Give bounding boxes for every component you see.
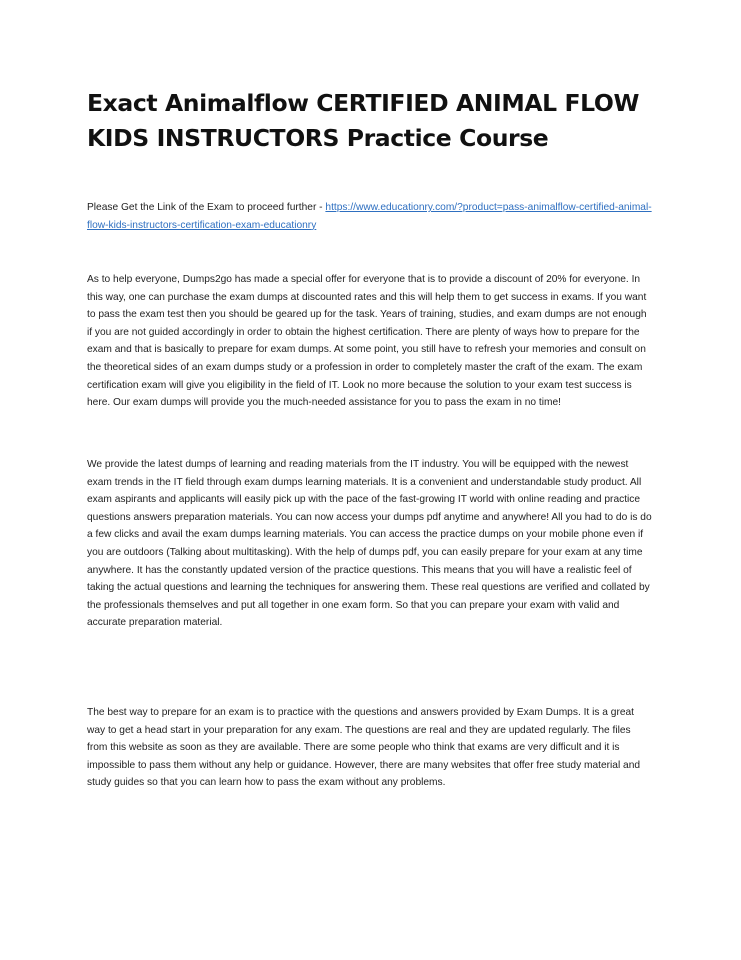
link-intro-text: Please Get the Link of the Exam to proceed further -: [87, 202, 326, 213]
paragraph-discount-offer: As to help everyone, Dumps2go has made a special offer for everyone that is to provide a discount of 20% for everyone. In this way, one can purchase the exam dumps at discounted rates and this will help them to get success in exams. If you want to pass the exam test then you should be geared up for the task. Years of training, studies, and exam dumps are not enough if you are not guided accordingly in order to obtain the highest certification. There are plenty of ways how to prepare for the exam and that is basically to prepare for exam dumps. At some point, you still have to refresh your memories and consult on the theoretical sides of an exam dumps study or a profession in order to completely master the craft of the exam. The exam certification exam will give you eligibility in the field of IT. Look no more because the solution to your exam test success is here. Our exam dumps will provide you the much-needed assistance for you to pass the exam in no time!: [87, 274, 647, 409]
paragraph-best-way: The best way to prepare for an exam is to practice with the questions and answers provided by Exam Dumps. It is a great way to get a head start in your preparation for any exam. The questions are real and they are updated regularly. The files from this website as soon as they are available. There are some people who think that exams are very difficult and it is impossible to pass them without any help or guidance. However, there are many websites that offer free study material and study guides so that you can learn how to pass the exam without any problems.: [87, 707, 641, 789]
exam-link-line: [87, 199, 653, 234]
exam-link[interactable]: https://www.educationry.com/?product=pass-animalflow-certified-animal-flow-kids-instructors-certification-exam-educationry: [87, 202, 652, 231]
paragraph-latest-dumps: We provide the latest dumps of learning and reading materials from the IT industry. You will be equipped with the newest exam trends in the IT field through exam dumps learning materials. It is a convenient and understandable study product. All exam aspirants and applicants will easily pick up with the pace of the fast-growing IT world with online reading and practice questions answers preparation materials. You can now access your dumps pdf anytime and anywhere! All you had to do is do a few clicks and avail the exam dumps learning materials. You can access the practice dumps on your mobile phone even if you are outdoors (Talking about multitasking). With the help of dumps pdf, you can easily prepare for your exam at any time anywhere. It has the constantly updated version of the practice questions. This means that you will have a realistic feel of taking the actual questions and learning the techniques for answering them. These real questions are verified and collated by the professionals themselves and put all together in one exam form. So that you can prepare your exam with valid and accurate preparation material.: [87, 459, 652, 629]
document-title: Exact Animalflow CERTIFIED ANIMAL FLOW KIDS INSTRUCTORS Practice Course: [87, 89, 639, 152]
